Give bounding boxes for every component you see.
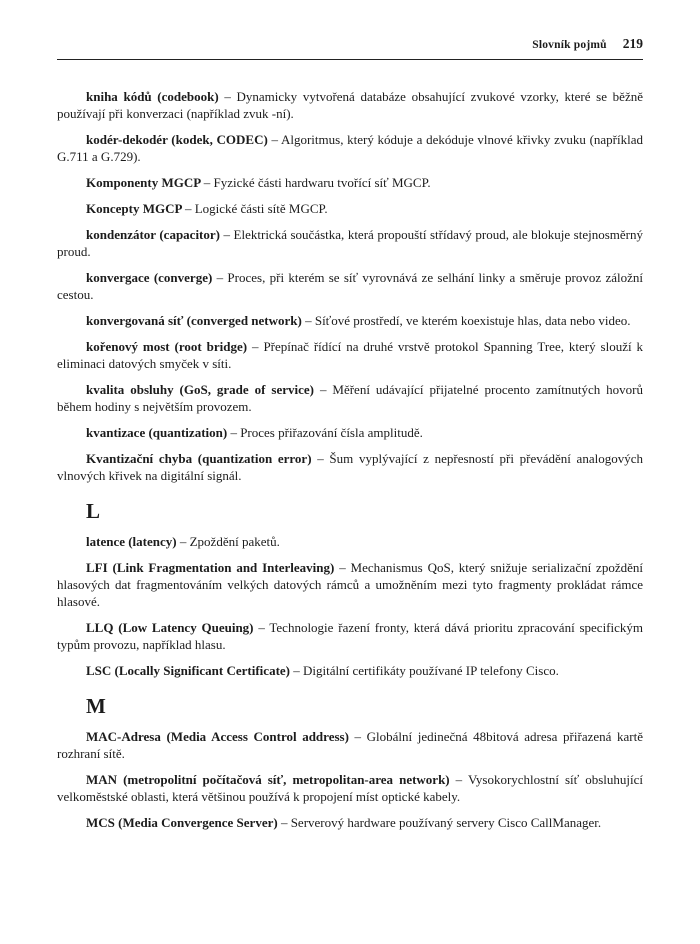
entry-term: MAC-Adresa (Media Access Control address) [86,729,355,744]
entry-term: konvergace (converge) [86,270,217,285]
glossary-entry [57,338,643,372]
entry-definition: – Dynamicky vytvořená databáze obsahující zvukové vzorky, které se běžně používají při konverzaci (například zvuk -ní). [57,89,643,121]
entry-term: Kvantizační chyba (quantization error) [86,451,318,466]
entry-term: Komponenty MGCP [86,175,204,190]
entry-term: kondenzátor (capacitor) [86,227,224,242]
entry-term: MAN (metropolitní počítačová síť, metropolitan-area network) [86,772,456,787]
page-number: 219 [622,36,643,51]
glossary-entry [57,559,643,610]
entry-term: MCS (Media Convergence Server) [86,815,281,830]
glossary-entry [57,424,643,441]
glossary-entry [57,771,643,805]
glossary-entry [57,450,643,484]
entry-term: LFI (Link Fragmentation and Interleaving) [86,560,340,575]
entry-definition: – Digitální certifikáty používané IP telefony Cisco. [293,663,559,678]
glossary-entry [57,533,643,550]
section-letter: L [86,499,101,523]
glossary-entry [57,381,643,415]
glossary-entry [57,814,643,831]
entry-term: LLQ (Low Latency Queuing) [86,620,259,635]
glossary-entry [57,174,643,191]
glossary-entry [57,728,643,762]
section-letter: M [86,694,106,718]
glossary-entry [57,131,643,165]
entry-definition: – Proces přiřazování čísla amplitudě. [230,425,423,440]
glossary-entry [57,226,643,260]
entry-definition: – Proces, při kterém se síť vyrovnává ze selhání linky a směruje provoz záložní cestou. [57,270,643,302]
entry-definition: – Měření udávající přijatelné procento zamítnutých hovorů během hodiny s největším provozem. [57,382,643,414]
glossary-entry [57,88,643,122]
entry-term: kodér-dekodér (kodek, CODEC) [86,132,272,147]
entry-definition: – Šum vyplývající z nepřesností při převádění analogových vlnových křivek na digitální signál. [57,451,643,483]
glossary-entry [57,312,643,329]
glossary-list [57,88,643,831]
entry-definition: – Síťové prostředí, ve kterém koexistuje hlas, data nebo video. [305,313,631,328]
entry-term: latence (latency) [86,534,180,549]
glossary-entry [57,269,643,303]
glossary-entry [57,200,643,217]
entry-definition: – Technologie řazení fronty, která dává prioritu zpracování specifickým typům provozu, například hlasu. [57,620,644,652]
header-title: Slovník pojmů [532,39,607,51]
entry-term: kniha kódů (codebook) [86,89,225,104]
entry-definition: – Serverový hardware používaný servery Cisco CallManager. [280,815,602,830]
glossary-entry [57,662,643,679]
entry-definition: – Přepínač řídící na druhé vrstvě protokol Spanning Tree, který slouží k eliminaci datových smyček v síti. [57,339,643,371]
entry-definition: – Mechanismus QoS, který snižuje serializační zpoždění hlasových dat fragmentováním velkých datových rámců a umožněním mezi tyto fragmenty prokládat rámce hlasové. [57,560,643,609]
entry-term: kvalita obsluhy (GoS, grade of service) [86,382,320,397]
page-header [57,36,643,60]
entry-definition: – Fyzické části hardwaru tvořící síť MGCP. [203,175,431,190]
entry-term: kořenový most (root bridge) [86,339,253,354]
entry-term: kvantizace (quantization) [86,425,231,440]
entry-definition: – Elektrická součástka, která propouští střídavý proud, ale blokuje stejnosměrný proud. [57,227,644,259]
entry-definition: – Algoritmus, který kóduje a dekóduje vlnové křivky zvuku (například G.711 a G.729). [57,132,643,164]
entry-definition: – Logické části sítě MGCP. [184,201,328,216]
entry-term: konvergovaná síť (converged network) [86,313,306,328]
entry-term: LSC (Locally Significant Certificate) [86,663,294,678]
entry-definition: – Vysokorychlostní síť obsluhující velkoměstské oblasti, která většinou používá k propojení míst optické kabely. [57,772,643,804]
entry-definition: – Zpoždění paketů. [179,534,280,549]
entry-definition: – Globální jedinečná 48bitová adresa přiřazená kartě rozhraní sítě. [57,729,643,761]
entry-term: Koncepty MGCP [86,201,185,216]
glossary-entry [57,619,643,653]
